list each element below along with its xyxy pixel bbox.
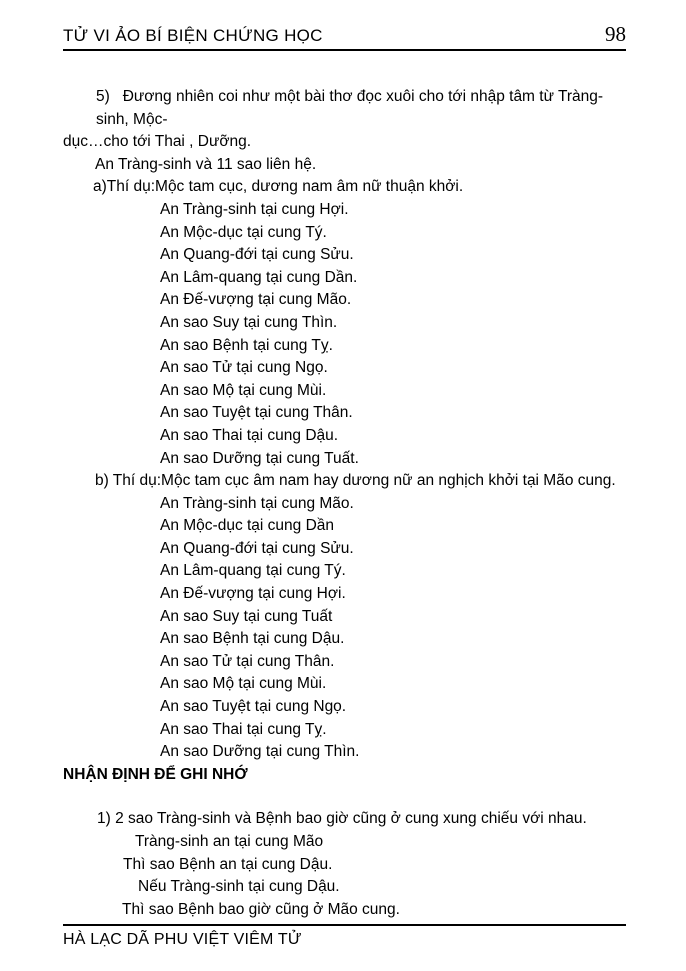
example-b-heading: b) Thí dụ:Mộc tam cục âm nam hay dương nữ an nghịch khởi tại Mão cung. [95,472,616,490]
note-1-sub-line: Tràng-sinh an tại cung Mão [135,833,324,850]
list-item: An Lâm-quang tại cung Dần. [160,268,358,286]
example-a-heading: a)Thí dụ:Mộc tam cục, dương nam âm nữ thuận khởi. [93,178,464,196]
page-body [63,45,626,921]
list-item: An sao Tuyệt tại cung Thân. [160,404,353,422]
list-item: An Mộc-dục tại cung Dần [160,517,335,535]
list-item: An sao Tuyệt tại cung Ngọ. [160,698,347,716]
page-number: 98 [605,22,626,46]
note-1-heading: 1) 2 sao Tràng-sinh và Bệnh bao giờ cũng ở cung xung chiếu với nhau. [97,810,587,828]
note-1-sub-line: Thì sao Bệnh an tại cung Dậu. [123,855,333,873]
list-item: An sao Dưỡng tại cung Thìn. [160,743,360,761]
intro-sentence: An Tràng-sinh và 11 sao liên hệ. [95,155,317,173]
list-item: An sao Thai tại cung Tỵ. [160,720,327,738]
footer-author: HÀ LẠC DÃ PHU VIỆT VIÊM TỬ [63,931,302,948]
list-item: An Đế-vượng tại cung Mão. [160,291,352,309]
list-item: An Quang-đới tại cung Sửu. [160,246,354,264]
list-item: An Tràng-sinh tại cung Mão. [160,494,354,512]
running-head-title: TỬ VI ẢO BÍ BIỆN CHỨNG HỌC [63,26,323,45]
list-item: An Lâm-quang tại cung Tý. [160,562,346,580]
list-item: An Tràng-sinh tại cung Hợi. [160,200,349,218]
list-item: An Mộc-dục tại cung Tý. [160,223,327,241]
list-item: An sao Suy tại cung Tuất [160,607,333,625]
list-item: An sao Tử tại cung Ngọ. [160,359,328,377]
list-item: An Đế-vượng tại cung Hợi. [160,585,346,603]
list-item: An sao Tử tại cung Thân. [160,652,335,670]
list-item: An sao Mộ tại cung Mùi. [160,675,327,693]
example-b-list [63,493,626,764]
list-item: An Quang-đới tại cung Sửu. [160,539,354,557]
list-item: An sao Suy tại cung Thìn. [160,313,338,331]
list-item: An sao Bệnh tại cung Tỵ. [160,336,333,354]
list-item: An sao Dưỡng tại cung Tuất. [160,449,359,467]
list-item: An sao Bệnh tại cung Dậu. [160,630,345,648]
paragraph-5-line-2: dục…cho tới Thai , Dưỡng. [63,133,252,151]
paragraph-5-line-1: 5) Đương nhiên coi như một bài thơ đọc xuôi cho tới nhập tâm từ Tràng-sinh, Mộc- [96,88,604,128]
notes-section-heading: NHẬN ĐỊNH ĐỂ GHI NHỚ [63,765,248,783]
example-a-list [63,199,626,470]
note-1-sub-line: Nếu Tràng-sinh tại cung Dậu. [138,878,340,896]
page-footer [63,924,626,949]
list-item: An sao Mộ tại cung Mùi. [160,381,327,399]
note-1-sub-line: Thì sao Bệnh bao giờ cũng ở Mão cung. [122,900,400,918]
list-item: An sao Thai tại cung Dậu. [160,426,339,444]
